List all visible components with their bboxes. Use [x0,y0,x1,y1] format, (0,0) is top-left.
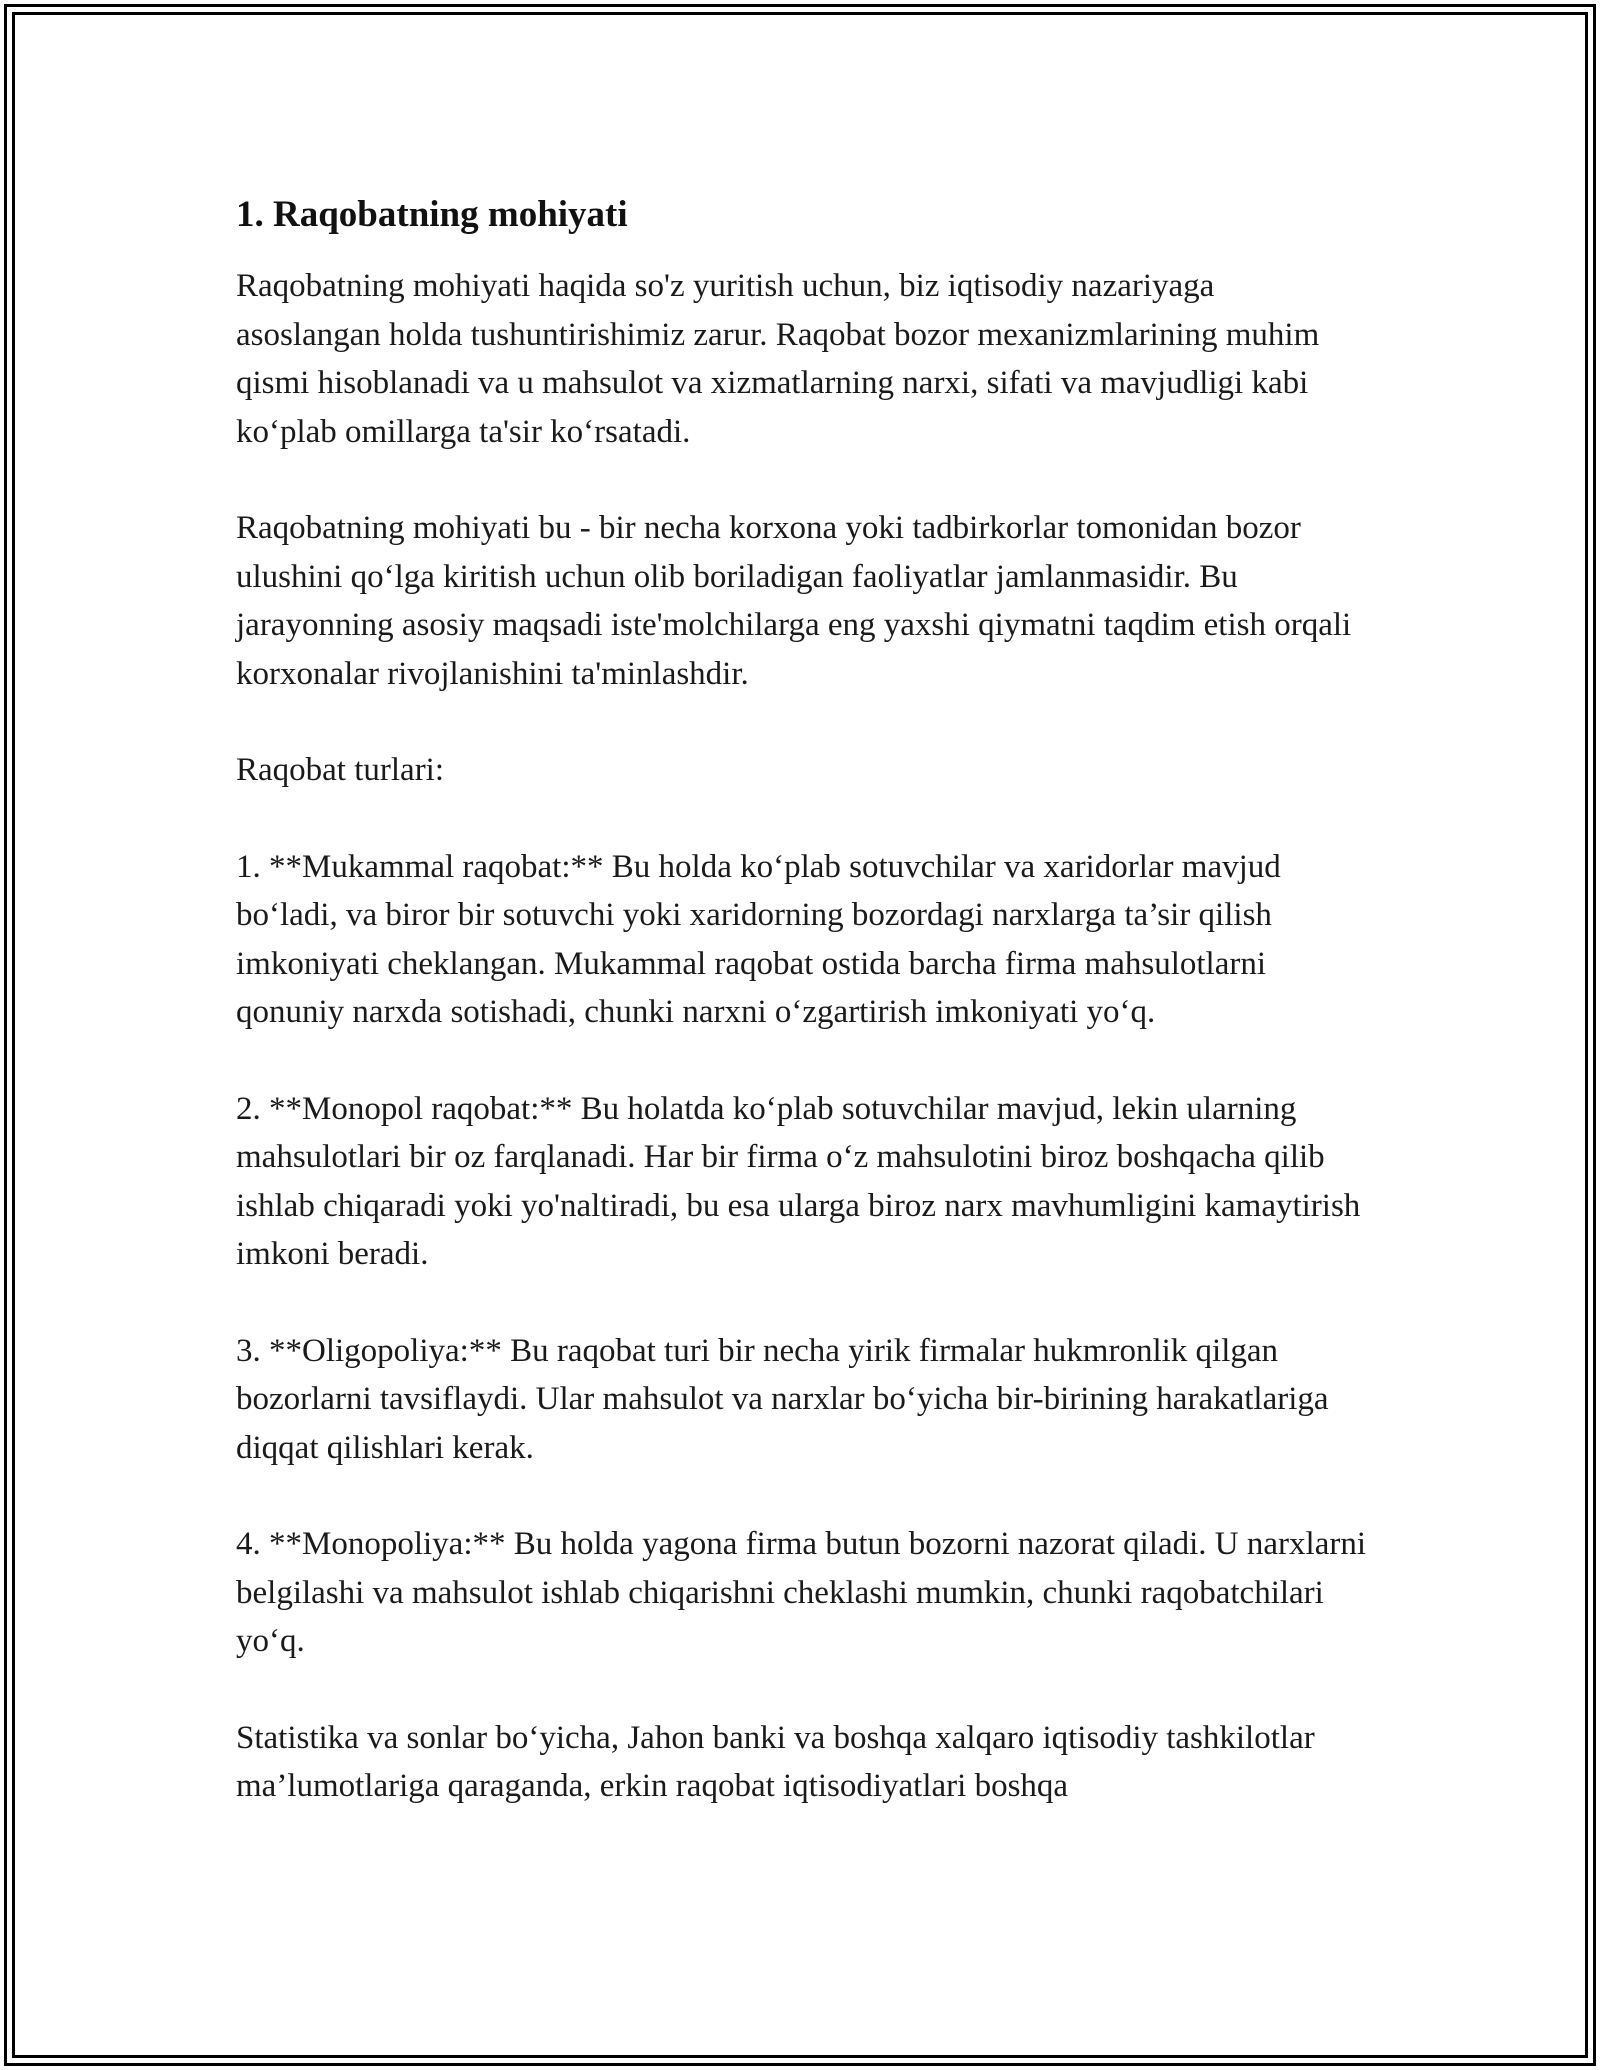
section-heading: 1. Raqobatning mohiyati [236,194,628,235]
paragraph-types-title: Raqobat turlari: [236,752,445,788]
paragraph-monopoly: 4. **Monopoliya:** Bu holda yagona firma butun bozorni nazorat qiladi. U narxlarni belgilashi va mahsulot ishlab chiqarishni cheklashi mumkin, chunki raqobatchilari yo‘q. [236,1526,1366,1659]
paragraph-perfect-competition: 1. **Mukammal raqobat:** Bu holda ko‘plab sotuvchilar va xaridorlar mavjud bo‘ladi, va biror bir sotuvchi yoki xaridorning bozordagi narxlarga ta’sir qilish imkoniyati cheklangan. Mukammal raqobat ostida barcha firma mahsulotlarni qonuniy narxda sotishadi, chunki narxni o‘zgartirish imkoniyati yo‘q. [236,848,1281,1030]
paragraph-statistics: Statistika va sonlar bo‘yicha, Jahon banki va boshqa xalqaro iqtisodiy tashkilotlar ma’lumotlariga qaraganda, erkin raqobat iqtisodiyatlari boshqa [236,1719,1315,1804]
paragraph-intro: Raqobatning mohiyati haqida so'z yuritish uchun, biz iqtisodiy nazariyaga asoslangan holda tushuntirishimiz zarur. Raqobat bozor mexanizmlarining muhim qismi hisoblanadi va u mahsulot va xizmatlarning narxi, sifati va mavjudligi kabi ko‘plab omillarga ta'sir ko‘rsatadi. [236,268,1320,450]
paragraph-essence: Raqobatning mohiyati bu - bir necha korxona yoki tadbirkorlar tomonidan bozor ulushini qo‘lga kiritish uchun olib boriladigan faoliyatlar jamlanmasidir. Bu jarayonning asosiy maqsadi iste'molchilarga eng yaxshi qiymatni taqdim etish orqali korxonalar rivojlanishini ta'minlashdir. [236,510,1352,692]
paragraph-monopolistic-competition: 2. **Monopol raqobat:** Bu holatda ko‘plab sotuvchilar mavjud, lekin ularning mahsulotlari bir oz farqlanadi. Har bir firma o‘z mahsulotini biroz boshqacha qilib ishlab chiqaradi yoki yo'naltiradi, bu esa ularga biroz narx mavhumligini kamaytirish imkoni beradi. [236,1090,1361,1272]
paragraph-oligopoly: 3. **Oligopoliya:** Bu raqobat turi bir necha yirik firmalar hukmronlik qilgan bozorlarni tavsiflaydi. Ular mahsulot va narxlar bo‘yicha bir-birining harakatlariga diqqat qilishlari kerak. [236,1332,1329,1466]
document-body [236,186,1366,1859]
